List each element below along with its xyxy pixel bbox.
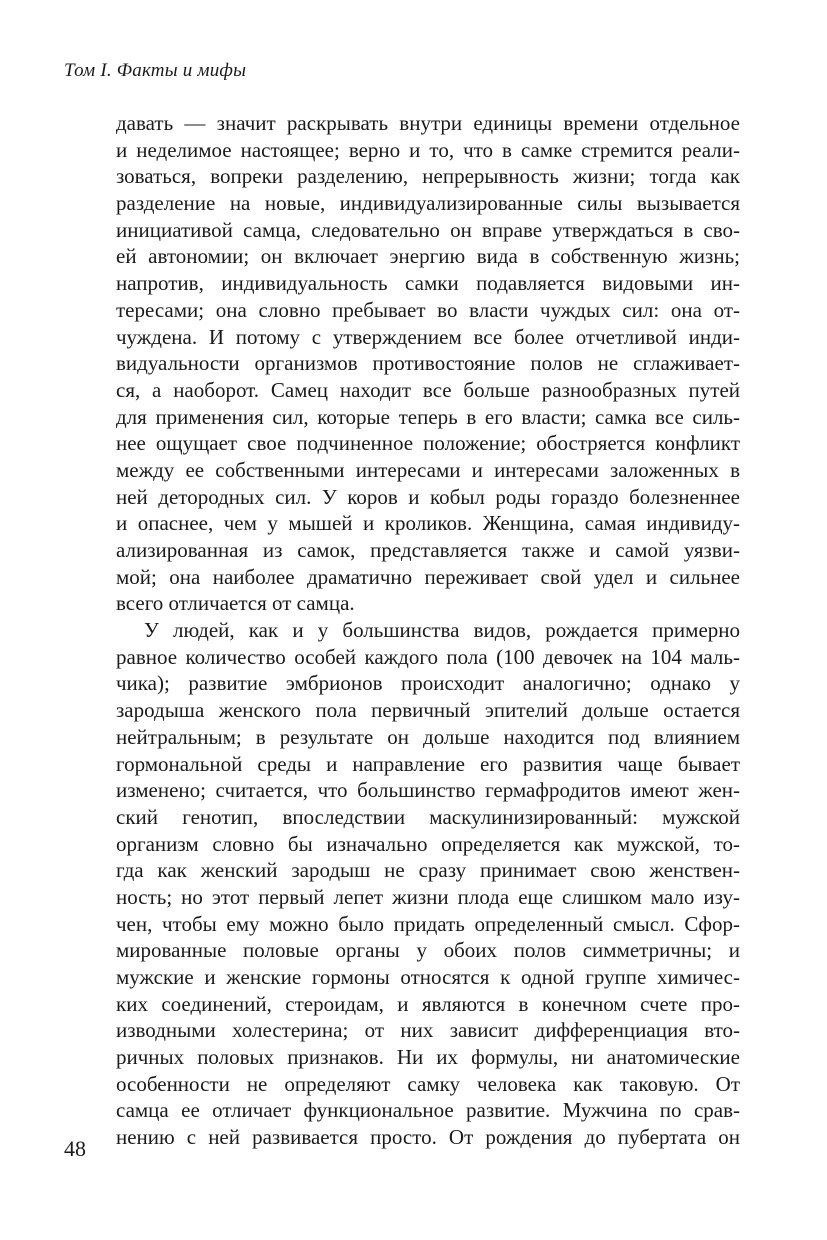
text-line: ей автономии; он включает энергию вида в собственную жизнь; (116, 244, 740, 269)
text-line: давать — значит раскрывать внутри единицы времени отдельное (116, 111, 740, 135)
text-line: напротив, индивидуальность самки подавляется видовыми ин- (116, 271, 740, 296)
text-line: нению с ней развивается просто. От рождения до пубертата он (116, 1125, 740, 1150)
text-line: чуждена. И потому с утверждением все более отчетливой инди- (116, 324, 740, 349)
text-line: гда как женский зародыш не сразу принимает свою женствен- (116, 858, 740, 883)
paragraph-2 (116, 617, 740, 1151)
text-line: и неделимое настоящее; верно и то, что в самке стремится реали- (116, 137, 740, 162)
text-line: самца ее отличает функциональное развитие. Мужчина по срав- (116, 1098, 740, 1123)
body-text (116, 110, 740, 1151)
text-line: ализированная из самок, представляется также и самой уязви- (116, 538, 740, 562)
text-line: ких соединений, стероидам, и являются в конечном счете про- (116, 991, 740, 1016)
text-line: ся, а наоборот. Самец находит все больше разнообразных путей (116, 377, 740, 402)
text-line: нейтральным; в результате он дольше находится под влиянием (116, 724, 740, 749)
text-line: чен, чтобы ему можно было придать определенный смысл. Сфор- (116, 911, 740, 936)
text-line: между ее собственными интересами и интересами заложенных в (116, 457, 740, 482)
text-line: зоваться, вопреки разделению, непрерывность жизни; тогда как (116, 164, 740, 189)
text-line: зародыша женского пола первичный эпителий дольше остается (116, 698, 740, 723)
text-line: ричных половых признаков. Ни их формулы, ни анатомические (116, 1045, 740, 1070)
page-number: 48 (64, 1136, 86, 1161)
text-line: организм словно бы изначально определяется как мужской, то- (116, 831, 740, 856)
text-line: ность; но этот первый лепет жизни плода еще слишком мало изу- (116, 884, 740, 909)
running-head: Том I. Факты и мифы (64, 60, 247, 81)
text-line: изменено; считается, что большинство гермафродитов имеют жен- (116, 778, 740, 803)
text-line: ский генотип, впоследствии маскулинизированный: мужской (116, 804, 740, 829)
text-line: нее ощущает свое подчиненное положение; обостряется конфликт (116, 431, 740, 456)
text-line: У людей, как и у большинства видов, рождается примерно (144, 618, 740, 643)
text-line: мированные половые органы у обоих полов симметричны; и (116, 938, 740, 963)
text-line: гормональной среды и направление его развития чаще бывает (116, 751, 740, 776)
text-line: разделение на новые, индивидуализированные силы вызывается (116, 191, 740, 216)
text-line: ней детородных сил. У коров и кобыл роды гораздо болезненнее (116, 484, 740, 509)
text-line: всего отличается от самца. (116, 591, 355, 616)
text-line: мужские и женские гормоны относятся к одной группе химичес- (116, 965, 740, 989)
paragraph-1 (116, 110, 740, 617)
text-line: изводными холестерина; от них зависит дифференциация вто- (116, 1018, 740, 1043)
text-line: тересами; она словно пребывает во власти чуждых сил: она от- (116, 297, 740, 322)
text-line: и опаснее, чем у мышей и кроликов. Женщина, самая индивиду- (116, 511, 740, 536)
text-line: инициативой самца, следовательно он вправе утверждаться в сво- (116, 217, 740, 242)
text-line: особенности не определяют самку человека как таковую. От (116, 1071, 740, 1096)
text-line: равное количество особей каждого пола (100 девочек на 104 маль- (116, 644, 740, 669)
text-line: мой; она наиболее драматично переживает свой удел и сильнее (116, 564, 740, 589)
text-line: для применения сил, которые теперь в его власти; самка все силь- (116, 404, 740, 429)
text-line: видуальности организмов противостояние полов не сглаживает- (116, 351, 740, 376)
text-line: чика); развитие эмбрионов происходит аналогично; однако у (116, 671, 740, 696)
